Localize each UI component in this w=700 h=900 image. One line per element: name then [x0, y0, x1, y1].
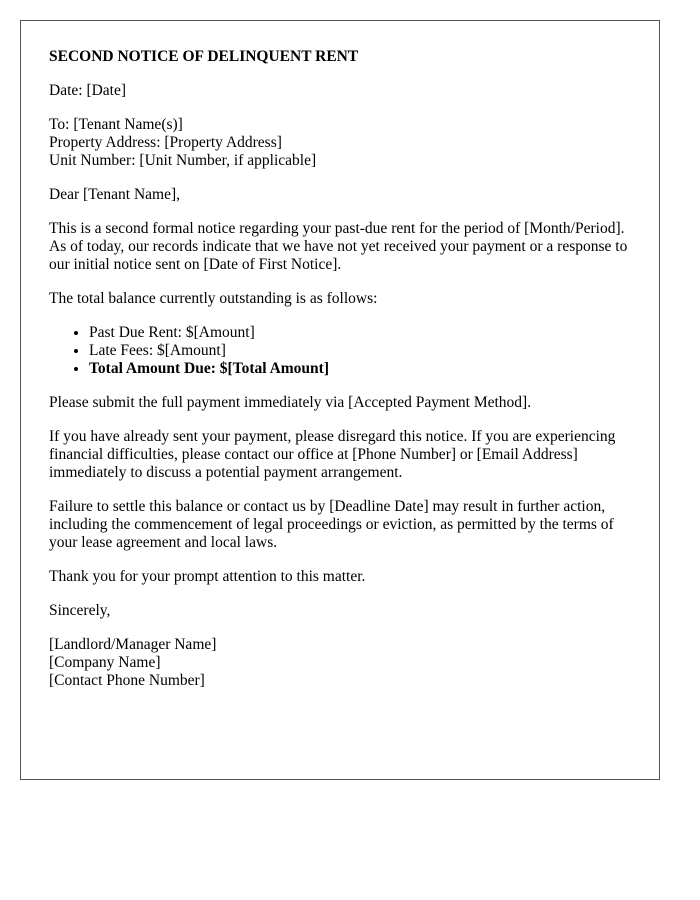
- to-line: To: [Tenant Name(s)]: [49, 116, 183, 133]
- closing: Sincerely,: [49, 602, 111, 619]
- letter-document: [20, 20, 660, 780]
- greeting: Dear [Tenant Name],: [49, 186, 181, 203]
- signature-company: [Company Name]: [49, 654, 161, 671]
- paragraph-consequences: Failure to settle this balance or contact us by [Deadline Date] may result in further action, including the commencement of legal proceedings or eviction, as permitted by the terms of your lease agreement and local laws.: [49, 498, 614, 551]
- signature-block: [49, 636, 631, 690]
- unit-number-line: Unit Number: [Unit Number, if applicable]: [49, 152, 317, 169]
- list-item-late-fees: • Late Fees: $[Amount]: [89, 342, 631, 360]
- signature-name: [Landlord/Manager Name]: [49, 636, 217, 653]
- paragraph-payment-method: Please submit the full payment immediately via [Accepted Payment Method].: [49, 394, 532, 411]
- paragraph-balance-intro: The total balance currently outstanding is as follows:: [49, 290, 378, 307]
- paragraph-thanks: Thank you for your prompt attention to this matter.: [49, 568, 366, 585]
- letter-title: SECOND NOTICE OF DELINQUENT RENT: [49, 48, 359, 65]
- balance-list: [49, 324, 631, 378]
- property-address-line: Property Address: [Property Address]: [49, 134, 282, 151]
- paragraph-contact: If you have already sent your payment, please disregard this notice. If you are experiencing financial difficulties, please contact our office at [Phone Number] or [Email Address] immediately to discuss a potential payment arrangement.: [49, 428, 616, 481]
- date-line: Date: [Date]: [49, 82, 127, 99]
- signature-phone: [Contact Phone Number]: [49, 672, 205, 689]
- recipient-block: [49, 116, 631, 170]
- list-item-past-due-rent: • Past Due Rent: $[Amount]: [89, 324, 631, 342]
- paragraph-notice: This is a second formal notice regarding your past-due rent for the period of [Month/Period]. As of today, our records indicate that we have not yet received your payment or a response to our initial notice sent on [Date of First Notice].: [49, 220, 628, 273]
- list-item-total-amount-due: • Total Amount Due: $[Total Amount]: [89, 360, 631, 378]
